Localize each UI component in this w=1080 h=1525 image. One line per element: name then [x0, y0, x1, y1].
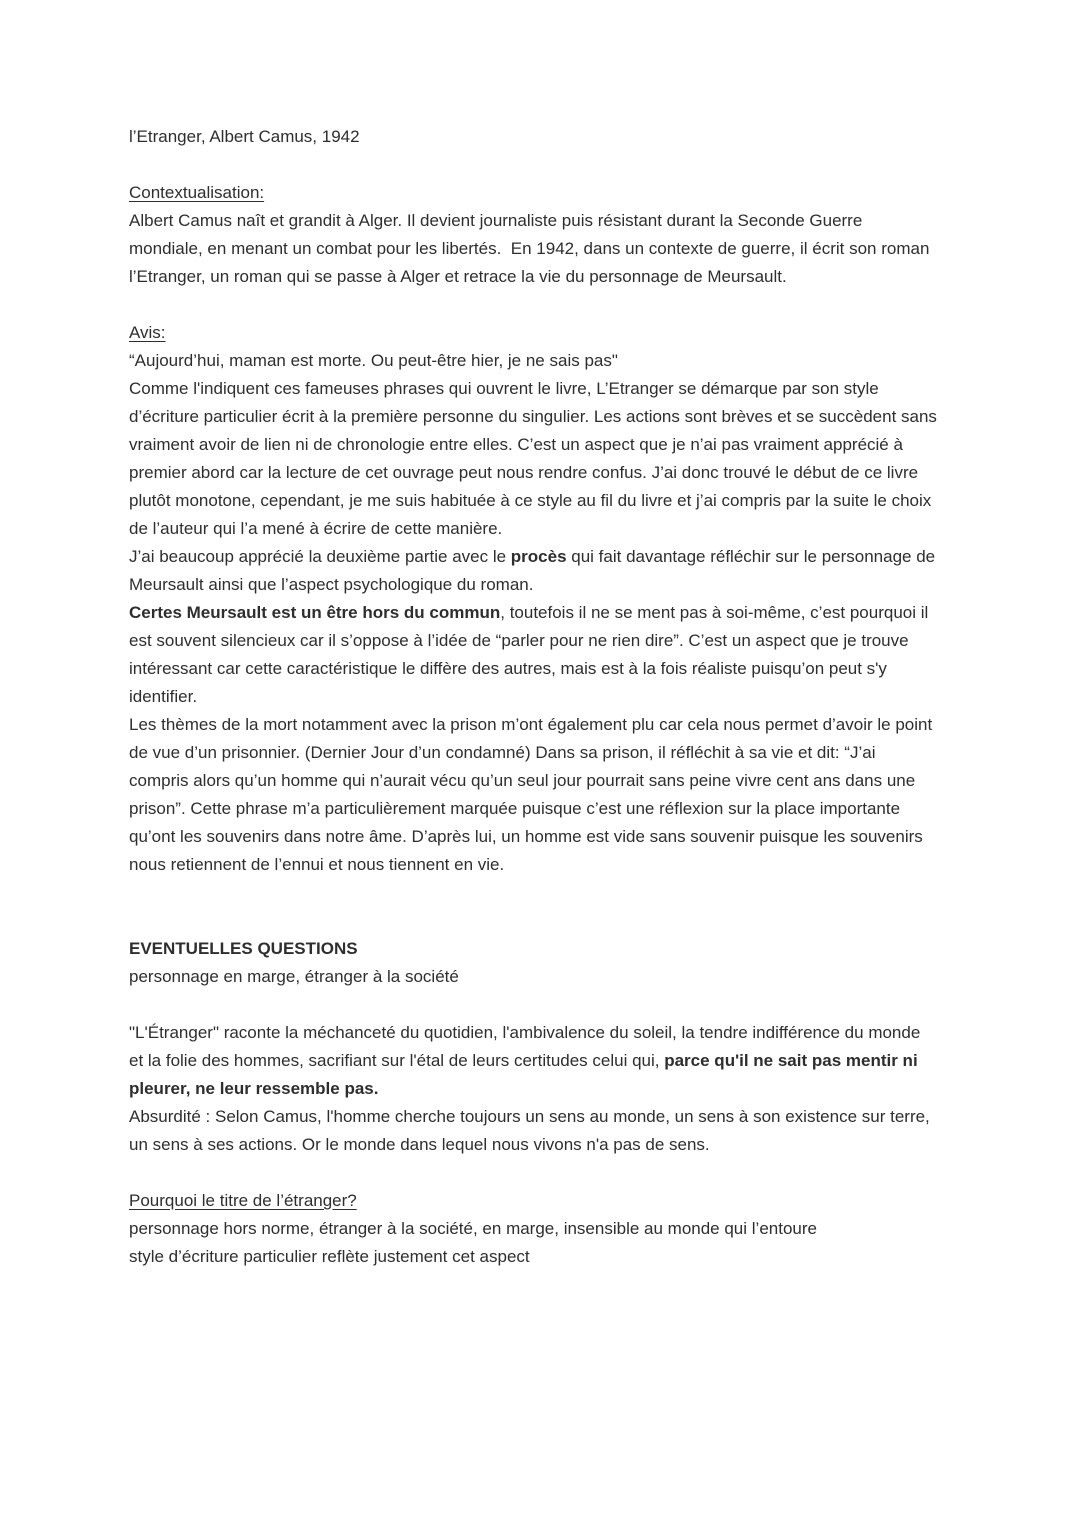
blank-line — [129, 991, 939, 1019]
paragraph — [129, 123, 939, 151]
blank-line — [129, 1159, 939, 1187]
bold-text-run: procès — [510, 547, 567, 566]
paragraph — [129, 935, 939, 963]
paragraph — [129, 599, 939, 711]
text-run: “Aujourd’hui, maman est morte. Ou peut-être hier, je ne sais pas" — [129, 351, 618, 370]
blank-line — [129, 879, 939, 907]
text-run: qui fait davantage réfléchir sur le personnage de Meursault ainsi que l’aspect psychologique du roman. — [129, 547, 940, 594]
bold-text-run: EVENTUELLES QUESTIONS — [129, 939, 358, 958]
text-run: Absurdité : Selon Camus, l'homme cherche toujours un sens au monde, un sens à son existence sur terre, un sens à ses actions. Or le monde dans lequel nous vivons n'a pas de sens. — [129, 1107, 935, 1154]
blank-line — [129, 291, 939, 319]
paragraph — [129, 347, 939, 375]
bold-text-run: parce qu'il ne sait pas mentir ni pleurer, ne leur ressemble pas. — [129, 1051, 923, 1098]
text-run: personnage hors norme, étranger à la société, en marge, insensible au monde qui l’entoure — [129, 1219, 817, 1238]
section-heading-run: Contextualisation: — [129, 183, 265, 202]
text-run: "L'Étranger" raconte la méchanceté du quotidien, l'ambivalence du soleil, la tendre indifférence du monde et la folie des hommes, sacrifiant sur l'étal de leurs certitudes celui qui, — [129, 1023, 926, 1070]
section-heading-run: Avis: — [129, 323, 166, 342]
text-run: , toutefois il ne se ment pas à soi-même, c’est pourquoi il est souvent silencieux car il s’oppose à l’idée de “parler pour ne rien dire”. C’est un aspect que je trouve intéressant car cette caractéristique le diffère des autres, mais est à la fois réaliste puisqu’on peut s'y identifier. — [129, 603, 934, 706]
document-body — [129, 123, 942, 1271]
paragraph — [129, 375, 942, 543]
paragraph — [129, 1215, 939, 1243]
paragraph — [129, 543, 939, 599]
paragraph — [129, 1187, 939, 1215]
text-run: style d’écriture particulier reflète justement cet aspect — [129, 1247, 530, 1266]
blank-line — [129, 151, 939, 179]
text-run: J’ai beaucoup apprécié la deuxième partie avec le — [129, 547, 511, 566]
paragraph — [129, 711, 939, 879]
bold-text-run: Certes Meursault est un être hors du commun — [129, 603, 501, 622]
paragraph — [129, 963, 939, 991]
text-run: Comme l'indiquent ces fameuses phrases qui ouvrent le livre, L’Etranger se démarque par son style d’écriture particulier écrit à la première personne du singulier. Les actions sont brèves et se succèdent sans vraiment avoir de lien ni de chronologie entre elles. C’est un aspect que je n’ai pas vraiment apprécié à premier abord car la lecture de cet ouvrage peut nous rendre confus. J’ai donc trouvé le début de ce livre plutôt monotone, cependant, je me suis habituée à ce style au fil du livre et j’ai compris par la suite le choix de l’auteur qui l’a mené à écrire de cette manière. — [129, 379, 942, 538]
paragraph — [129, 207, 939, 291]
paragraph — [129, 319, 939, 347]
paragraph — [129, 1103, 939, 1159]
text-run: Les thèmes de la mort notamment avec la prison m’ont également plu car cela nous permet d’avoir le point de vue d’un prisonnier. (Dernier Jour d’un condamné) Dans sa prison, il réfléchit à sa vie et dit: “J’ai compris alors qu’un homme qui n’aurait vécu qu’un seul jour pourrait sans peine vivre cent ans dans une prison”. Cette phrase m’a particulièrement marquée puisque c’est une réflexion sur la place importante qu’ont les souvenirs dans notre âme. D’après lui, un homme est vide sans souvenir puisque les souvenirs nous retiennent de l’ennui et nous tiennent en vie. — [129, 715, 937, 874]
text-run: personnage en marge, étranger à la société — [129, 967, 459, 986]
blank-line — [129, 907, 939, 935]
paragraph — [129, 179, 939, 207]
section-heading-run: Pourquoi le titre de l’étranger? — [129, 1191, 357, 1210]
paragraph — [129, 1019, 939, 1103]
text-run: Albert Camus naît et grandit à Alger. Il devient journaliste puis résistant durant la Seconde Guerre mondiale, en menant un combat pour les libertés. En 1942, dans un contexte de guerre, il écrit son roman l’Etranger, un roman qui se passe à Alger et retrace la vie du personnage de Meursault. — [129, 211, 935, 286]
paragraph — [129, 1243, 939, 1271]
text-run: l’Etranger, Albert Camus, 1942 — [129, 127, 360, 146]
